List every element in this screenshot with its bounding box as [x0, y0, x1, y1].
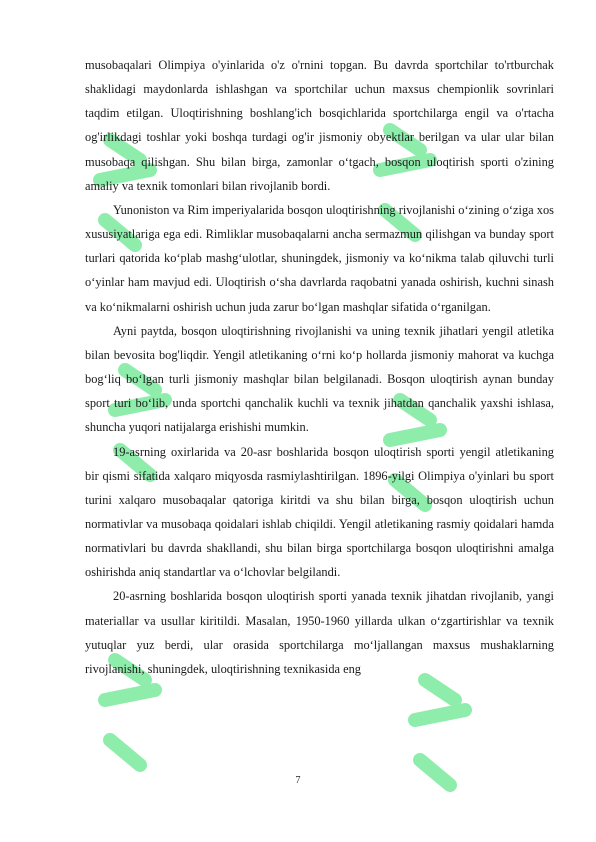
paragraph: musobaqalari Olimpiya o'yinlarida o'z o'rnini topgan. Bu davrda sportchilar to'rtburchak shaklidagi maydonlarda ishlashgan va sportchilar uchun maxsus chempionlik sovrinlari taqdim etilgan. Uloqtirishning boshlang'ich bosqichlarida sportchilarga engil va o'rtacha og'irlikdagi toshlar yoki boshqa turdagi og'ir jismoniy obyektlar berilgan va ular ular bilan musobaqa qilishgan. Shu bilan birga, zamonlar o‘tgach, bosqon uloqtirish sporti o'zining amaliy va texnik tomonlari bilan rivojlanib bordi.	[85, 58, 554, 193]
paragraph: 19-asrning oxirlarida va 20-asr boshlarida bosqon uloqtirish sporti yengil atletikaning bir qismi sifatida xalqaro miqyosda rasmiylashtirilgan. 1896-yilgi Olimpiya o'yinlari bu sport turini xalqaro musobaqalar qatoriga kiritdi va shu bilan birga, bosqon uloqtirish uchun normativlar va musobaqa qoidalari ishlab chiqildi. Yengil atletikaning rasmiy qoidalari hamda normativlari bu davrda shakllandi, shu bilan birga sportchilarga bosqon uloqtirishni amalga oshirishda aniq standartlar va o‘lchovlar belgilandi.	[85, 444, 554, 580]
paragraph: Ayni paytda, bosqon uloqtirishning rivojlanishi va uning texnik jihatlari yengil atletika bilan bevosita bog'liqdir. Yengil atletikaning o‘rni ko‘p hollarda jismoniy mahorat va kuchga bog‘liq bo‘lgan turli jismoniy mashqlar bilan belgilanadi. Bosqon uloqtirish aynan bunday sport turi bo‘lib, unda sportchi qanchalik kuchli va texnik jihatdan qanchalik yaxshi ishlasa, shuncha yuqori natijalarga erishishi mumkin.	[85, 323, 554, 435]
body-text	[85, 53, 554, 681]
page-number: 7	[295, 775, 301, 786]
paragraph: Yunoniston va Rim imperiyalarida bosqon uloqtirishning rivojlanishi o‘zining o‘ziga xos xususiyatlariga ega edi. Rimliklar musobaqalarni ancha sermazmun qilishgan va bunday sport turlari qatorida ko‘plab mashg‘ulotlar, shuningdek, jismoniy va ko‘nikma talab qiluvchi turli o‘yinlar ham mavjud edi. Uloqtirish o‘sha davrlarda raqobatni yanada oshirish, kuchni sinash va ko‘nikmalarni oshirish uchun juda zarur bo‘lgan mashqlar sifatida o‘rganilgan.	[85, 202, 554, 314]
paragraph: 20-asrning boshlarida bosqon uloqtirish sporti yanada texnik jihatdan rivojlanib, yangi materiallar va usullar kiritildi. Masalan, 1950-1960 yillarda ulkan o‘zgartirishlar va texnik yutuqlar yuz berdi, ular orasida sportchilarga mo‘ljallangan maxsus mushaklarning rivojlanishi, shuningdek, uloqtirishning texnikasida eng	[85, 589, 554, 676]
